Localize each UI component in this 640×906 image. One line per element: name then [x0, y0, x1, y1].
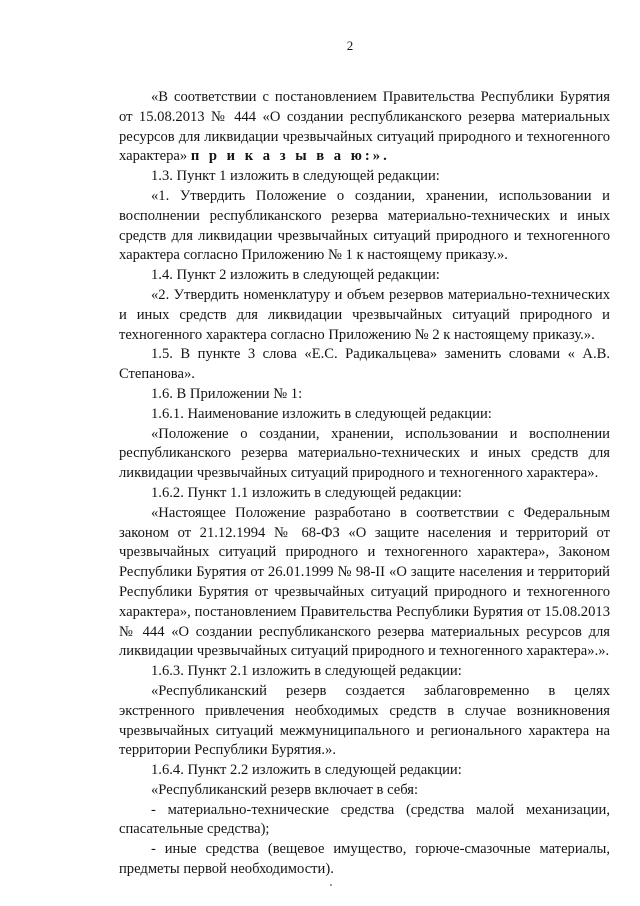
preamble-text: «В соответствии с постановлением Правительства Республики Бурятия от 15.08.2013 № 444 «О создании республиканского резерва материальных ресурсов для ликвидации чрезвычайных ситуаций природного и техногенного характера» — [119, 89, 610, 165]
paragraph-1-5: 1.5. В пункте 3 слова «Е.С. Радикальцева» заменить словами « А.В. Степанова». — [119, 346, 610, 383]
paragraph-1-4-quote: «2. Утвердить номенклатуру и объем резервов материально-технических и иных средств для ликвидации чрезвычайных ситуаций природного и техногенного характера согласно Приложению № 2 к настоящему приказу.». — [119, 286, 610, 343]
paragraph-1-3-quote: «1. Утвердить Положение о создании, хранении, использовании и восполнении республиканского резерва материально-технических и иных средств для ликвидации чрезвычайных ситуаций природного и техногенного характера согласно Приложению № 1 к настоящему приказу.». — [119, 187, 610, 264]
paragraph-1-6-2-quote: «Настоящее Положение разработано в соответствии с Федеральным законом от 21.12.1994 № 68-ФЗ «О защите населения и территорий от чрезвычайных ситуаций природного и техногенного характера», Законом Республики Бурятия от 26.01.1999 № 98-II «О защите населения и территорий Республики Бурятия от чрезвычайных ситуаций природного и техногенного характера», постановлением Правительства Республики Бурятия от 15.08.2013 № 444 «О создании республиканского резерва материальных ресурсов для ликвидации чрезвычайных ситуаций природного и техногенного характера».». — [119, 504, 610, 660]
paragraph-1-6-2: 1.6.2. Пункт 1.1 изложить в следующей редакции: — [151, 484, 462, 501]
paragraph-1-6-1: 1.6.1. Наименование изложить в следующей редакции: — [151, 405, 492, 422]
list-item: - материально-технические средства (средства малой механизации, спасательные средства); — [119, 801, 610, 838]
list-item: - иные средства (вещевое имущество, горюче-смазочные материалы, предметы первой необходимости). — [119, 841, 610, 878]
document-body — [119, 88, 610, 880]
scan-speck — [330, 884, 332, 886]
preamble-order-word: п р и к а з ы в а ю:». — [190, 148, 390, 165]
paragraph-preamble — [119, 88, 610, 167]
paragraph-1-6: 1.6. В Приложении № 1: — [151, 385, 303, 402]
paragraph-1-6-4: 1.6.4. Пункт 2.2 изложить в следующей редакции: — [151, 762, 462, 779]
page-number: 2 — [346, 38, 354, 53]
paragraph-1-6-3: 1.6.3. Пункт 2.1 изложить в следующей редакции: — [151, 663, 462, 680]
paragraph-1-3: 1.3. Пункт 1 изложить в следующей редакции: — [151, 168, 440, 185]
paragraph-1-6-4-quote: «Республиканский резерв включает в себя: — [151, 781, 419, 798]
paragraph-1-6-3-quote: «Республиканский резерв создается заблаговременно в целях экстренного привлечения необходимых средств в случае возникновения чрезвычайных ситуаций межмуниципального и регионального характера на территории Республики Бурятия.». — [119, 682, 610, 759]
paragraph-1-6-1-quote: «Положение о создании, хранении, использовании и восполнении республиканского резерва материально-технических и иных средств для ликвидации чрезвычайных ситуаций природного и техногенного характера». — [119, 425, 610, 482]
paragraph-1-4: 1.4. Пункт 2 изложить в следующей редакции: — [151, 267, 440, 284]
